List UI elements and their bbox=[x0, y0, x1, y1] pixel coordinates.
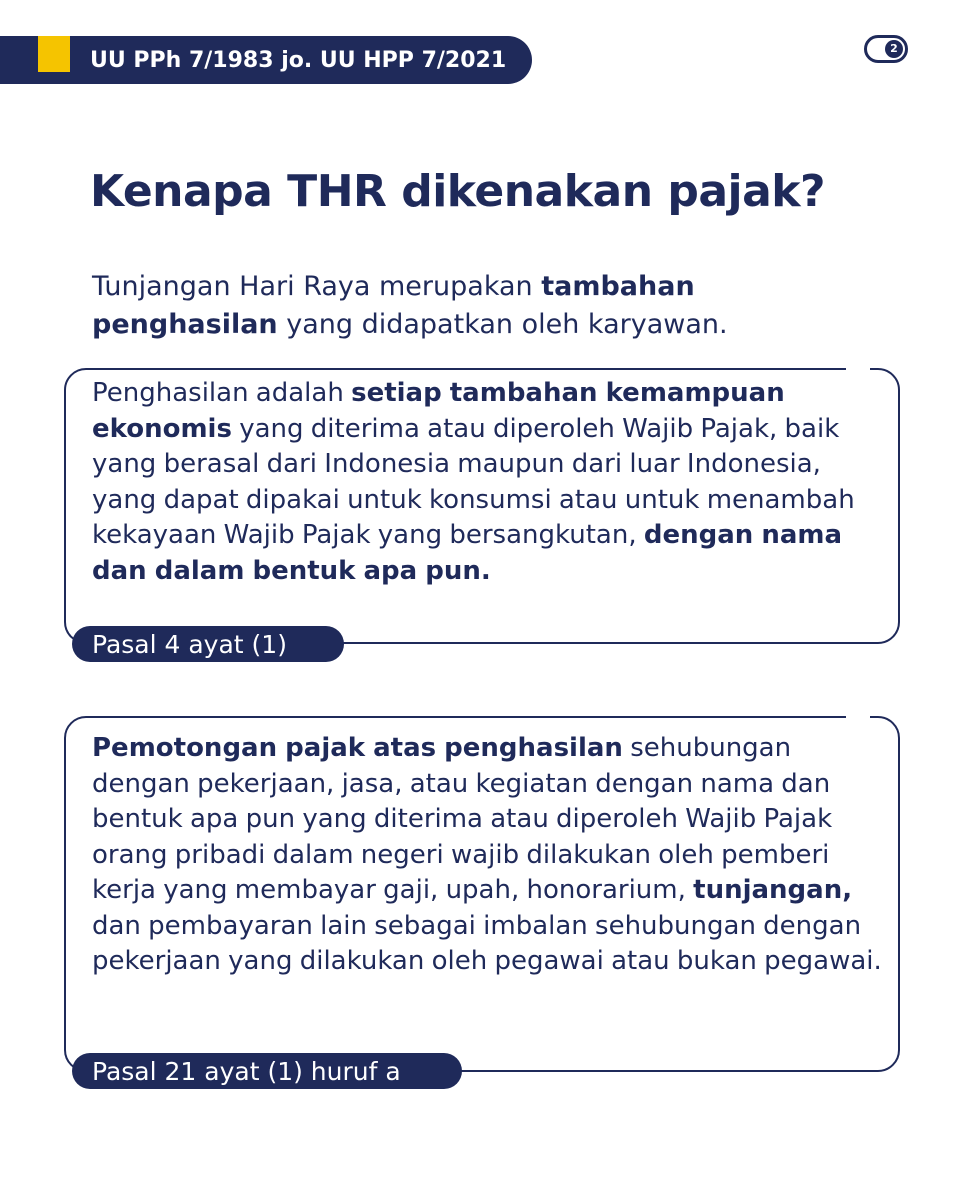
withholding-text-end: dan pembayaran lain sebagai imbalan sehubungan dengan pekerjaan yang dilakukan oleh pegawai atau bukan pegawai. bbox=[92, 910, 882, 976]
page-indicator bbox=[864, 35, 908, 63]
definition-bold-1: setiap tambahan kemampuan ekonomis bbox=[92, 378, 785, 444]
box-notch bbox=[846, 712, 870, 720]
page-title: Kenapa THR dikenakan pajak? bbox=[90, 166, 826, 217]
definition-text-middle: yang diterima atau diperoleh Wajib Pajak, baik yang berasal dari Indonesia maupun dari luar Indonesia, yang dapat dipakai untuk konsumsi atau untuk menambah kekayaan Wajib Pajak yang bersangkutan, bbox=[92, 413, 855, 550]
withholding-bold-1: Pemotongan pajak atas penghasilan bbox=[92, 733, 623, 763]
withholding-text-middle: sehubungan dengan pekerjaan, jasa, atau kegiatan dengan nama dan bentuk apa pun yang diterima atau diperoleh Wajib Pajak orang pribadi dalam negeri wajib dilakukan oleh pemberi kerja yang membayar gaji, upah, honorarium, bbox=[92, 733, 833, 905]
box-notch bbox=[846, 364, 870, 372]
citation-badge: Pasal 21 ayat (1) huruf a bbox=[72, 1053, 462, 1089]
withholding-text bbox=[92, 731, 882, 980]
page-number: 2 bbox=[885, 40, 903, 58]
intro-text-end: yang didapatkan oleh karyawan. bbox=[277, 309, 728, 340]
definition-bold-2: dengan nama dan dalam bentuk apa pun. bbox=[92, 520, 843, 586]
intro-text: Tunjangan Hari Raya merupakan bbox=[92, 271, 542, 302]
header-accent-square bbox=[38, 36, 70, 72]
intro-paragraph bbox=[92, 268, 852, 344]
definition-text bbox=[92, 376, 882, 589]
withholding-bold-2: tunjangan, bbox=[693, 875, 853, 905]
intro-bold-text: tambahan penghasilan bbox=[92, 271, 695, 340]
definition-text-start: Penghasilan adalah bbox=[92, 378, 352, 408]
citation-badge: Pasal 4 ayat (1) bbox=[72, 626, 344, 662]
header-law-reference: UU PPh 7/1983 jo. UU HPP 7/2021 bbox=[90, 48, 507, 73]
